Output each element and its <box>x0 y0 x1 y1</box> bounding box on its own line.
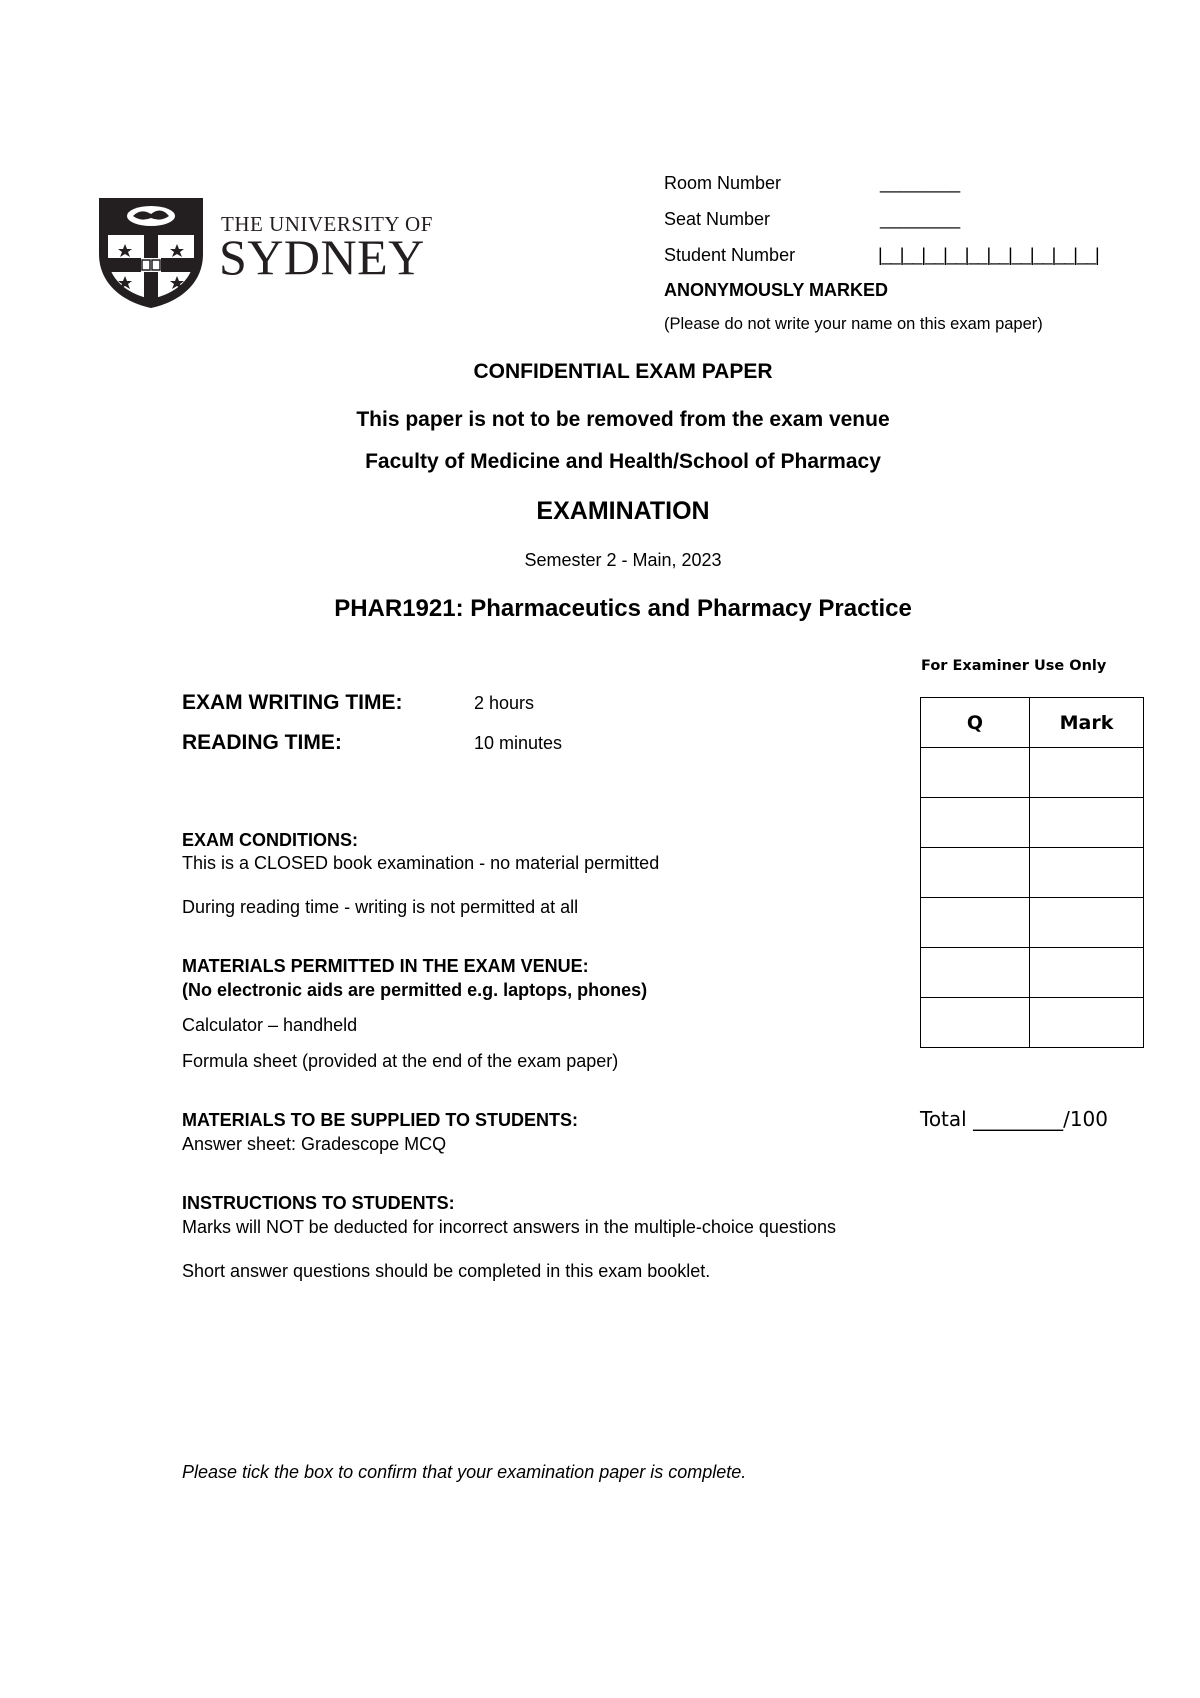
reading-time-label: READING TIME: <box>182 731 342 754</box>
seat-number-label: Seat Number <box>664 209 771 229</box>
examiner-use-caption: For Examiner Use Only <box>921 658 1107 674</box>
logo-text-line1: THE UNIVERSITY OF <box>221 212 433 236</box>
total-max: /100 <box>1063 1107 1108 1131</box>
instruction-line: Marks will NOT be deducted for incorrect answers in the multiple-choice questions <box>182 1217 836 1237</box>
q-cell[interactable] <box>921 948 1030 998</box>
room-number-field[interactable]: ________ <box>880 173 961 193</box>
student-number-field[interactable]: |__|__|__|__|__|__|__|__|__|__| <box>878 245 1099 265</box>
total-marks <box>920 1107 1108 1131</box>
exam-conditions-heading: EXAM CONDITIONS: <box>182 830 359 850</box>
course-title: PHAR1921: Pharmaceutics and Pharmacy Practice <box>334 595 912 622</box>
column-header-q: Q <box>921 698 1030 748</box>
student-number-label: Student Number <box>664 245 796 265</box>
completeness-note: Please tick the box to confirm that your examination paper is complete. <box>182 1462 747 1482</box>
material-item: Calculator – handheld <box>182 1015 358 1035</box>
supplied-item: Answer sheet: Gradescope MCQ <box>182 1134 447 1154</box>
anonymously-marked: ANONYMOUSLY MARKED <box>664 280 889 300</box>
materials-permitted-heading: MATERIALS PERMITTED IN THE EXAM VENUE: <box>182 956 589 976</box>
university-crest-icon <box>95 194 207 310</box>
mark-cell[interactable] <box>1030 948 1144 998</box>
total-label: Total <box>920 1107 967 1131</box>
semester-line: Semester 2 - Main, 2023 <box>524 550 722 570</box>
q-cell[interactable] <box>921 998 1030 1048</box>
mark-cell[interactable] <box>1030 798 1144 848</box>
q-cell[interactable] <box>921 898 1030 948</box>
logo-text-line2: SYDNEY <box>219 229 425 285</box>
table-row <box>921 898 1144 948</box>
q-cell[interactable] <box>921 748 1030 798</box>
table-header-row <box>921 698 1144 748</box>
instructions-heading: INSTRUCTIONS TO STUDENTS: <box>182 1193 455 1213</box>
table-row <box>921 748 1144 798</box>
mark-cell[interactable] <box>1030 998 1144 1048</box>
table-row <box>921 998 1144 1048</box>
room-number-label: Room Number <box>664 173 782 193</box>
writing-time-label: EXAM WRITING TIME: <box>182 691 403 714</box>
reading-time-value: 10 minutes <box>474 733 563 753</box>
examination-title: EXAMINATION <box>536 497 710 525</box>
mark-cell[interactable] <box>1030 748 1144 798</box>
total-field[interactable]: _________ <box>973 1107 1064 1131</box>
writing-time-value: 2 hours <box>474 693 535 713</box>
confidential-title: CONFIDENTIAL EXAM PAPER <box>473 360 773 383</box>
q-cell[interactable] <box>921 848 1030 898</box>
column-header-mark: Mark <box>1030 698 1144 748</box>
faculty-title: Faculty of Medicine and Health/School of Pharmacy <box>365 450 881 473</box>
mark-cell[interactable] <box>1030 898 1144 948</box>
material-item: Formula sheet (provided at the end of the exam paper) <box>182 1051 619 1071</box>
examiner-marks-table <box>920 697 1144 1048</box>
seat-number-field[interactable]: ________ <box>880 209 961 229</box>
exam-condition-line: This is a CLOSED book examination - no material permitted <box>182 853 660 873</box>
not-removed-notice: This paper is not to be removed from the exam venue <box>356 408 890 431</box>
table-row <box>921 848 1144 898</box>
materials-supplied-heading: MATERIALS TO BE SUPPLIED TO STUDENTS: <box>182 1110 579 1130</box>
university-logo <box>95 194 433 312</box>
table-row <box>921 948 1144 998</box>
materials-permitted-subheading: (No electronic aids are permitted e.g. laptops, phones) <box>182 980 648 1000</box>
anonymous-note: (Please do not write your name on this exam paper) <box>664 315 1043 333</box>
mark-cell[interactable] <box>1030 848 1144 898</box>
q-cell[interactable] <box>921 798 1030 848</box>
exam-condition-line: During reading time - writing is not permitted at all <box>182 897 579 917</box>
table-row <box>921 798 1144 848</box>
instruction-line: Short answer questions should be completed in this exam booklet. <box>182 1261 711 1281</box>
